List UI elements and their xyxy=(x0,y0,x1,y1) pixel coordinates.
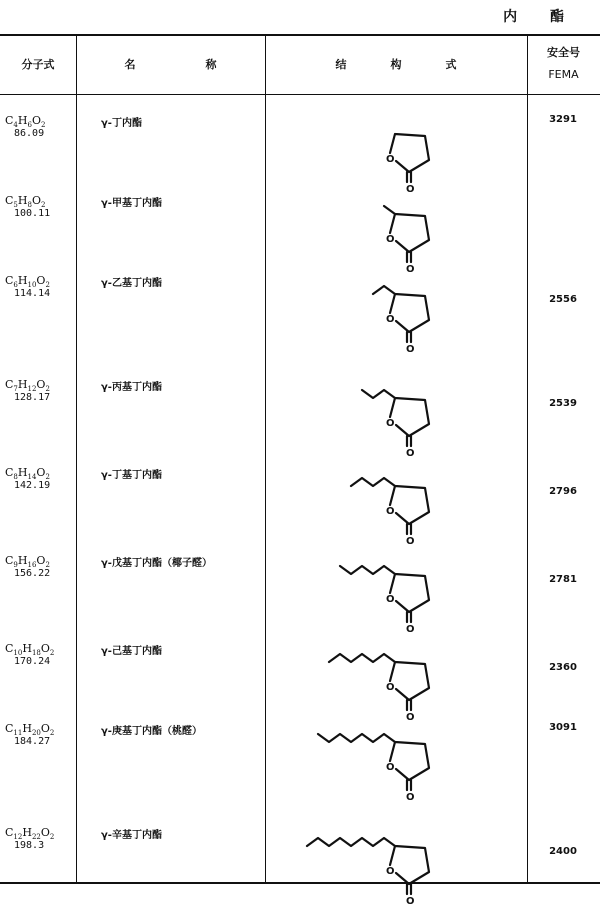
ring-oxygen-label: O xyxy=(386,762,395,773)
fema-number: 3291 xyxy=(549,114,577,125)
formula-subscript: 2 xyxy=(45,561,50,570)
formula-element: H xyxy=(17,274,28,287)
formula-element: C xyxy=(5,642,14,655)
ring-oxygen-label: O xyxy=(386,234,395,245)
formula-subscript: 8 xyxy=(27,201,32,210)
formula-subscript: 2 xyxy=(45,281,50,290)
formula-element: H xyxy=(17,194,28,207)
formula-element: C xyxy=(5,378,14,391)
formula-element: C xyxy=(5,722,14,735)
formula-subscript: 4 xyxy=(13,121,18,130)
formula-element: O xyxy=(40,642,50,655)
formula-subscript: 20 xyxy=(31,729,41,738)
col-header-structure-char: 结 xyxy=(335,58,347,71)
compound-name: γ-辛基丁内酯 xyxy=(101,830,162,841)
formula-subscript: 2 xyxy=(40,121,46,130)
formula-subscript: 16 xyxy=(27,561,37,570)
carbonyl-oxygen-label: O xyxy=(406,344,415,355)
formula-element: C xyxy=(5,554,14,567)
alkyl-chain xyxy=(384,206,395,214)
formula-subscript: 2 xyxy=(49,833,55,842)
carbonyl-bond xyxy=(407,780,411,790)
compound-name: γ-乙基丁内酯 xyxy=(101,278,162,289)
table-row xyxy=(0,194,600,282)
table-row xyxy=(0,274,600,362)
table-row xyxy=(0,378,600,466)
formula-element: O xyxy=(36,466,46,479)
formula-subscript: 2 xyxy=(40,201,46,210)
ring-oxygen-label: O xyxy=(386,506,395,517)
lactone-ring xyxy=(390,742,429,780)
molecular-weight: 170.24 xyxy=(14,656,51,667)
ring-oxygen-label: O xyxy=(386,594,395,605)
formula-subscript: 10 xyxy=(27,281,37,290)
formula-subscript: 14 xyxy=(27,473,37,482)
col-header-name xyxy=(76,34,265,94)
alkyl-chain xyxy=(362,390,395,398)
carbonyl-oxygen-label: O xyxy=(406,448,415,459)
table-row xyxy=(0,466,600,554)
table-row xyxy=(0,114,600,202)
formula-element: C xyxy=(5,114,14,127)
header-rule xyxy=(0,94,600,95)
formula-subscript: 10 xyxy=(13,649,23,658)
formula-element: O xyxy=(36,274,46,287)
alkyl-chain xyxy=(340,566,395,574)
molecular-weight: 86.09 xyxy=(14,128,45,139)
formula-element: H xyxy=(22,722,32,735)
carbonyl-bond xyxy=(407,172,411,182)
fema-number: 2539 xyxy=(549,398,577,409)
carbonyl-bond xyxy=(407,332,411,342)
molecular-weight: 114.14 xyxy=(14,288,51,299)
compound-name: γ-庚基丁内酯（桃醛） xyxy=(101,726,202,737)
col-header-fema xyxy=(527,34,600,94)
formula-element: O xyxy=(31,114,41,127)
formula-subscript: 22 xyxy=(31,833,41,842)
formula-element: C xyxy=(5,274,14,287)
ring-oxygen-label: O xyxy=(386,154,395,165)
compound-name: γ-甲基丁内酯 xyxy=(101,198,162,209)
formula-subscript: 6 xyxy=(27,121,32,130)
compound-name: γ-丁基丁内酯 xyxy=(101,470,162,481)
carbonyl-oxygen-label: O xyxy=(406,896,415,907)
ring-oxygen-label: O xyxy=(386,314,395,325)
alkyl-chain xyxy=(318,734,395,742)
fema-number: 3091 xyxy=(549,722,577,733)
carbonyl-oxygen-label: O xyxy=(406,536,415,547)
col-header-fema-code: FEMA xyxy=(548,68,579,81)
formula-element: H xyxy=(17,554,28,567)
formula-element: H xyxy=(17,466,28,479)
col-header-name-char: 称 xyxy=(205,58,217,71)
carbonyl-oxygen-label: O xyxy=(406,264,415,275)
molecular-weight: 156.22 xyxy=(14,568,51,579)
alkyl-chain xyxy=(329,654,395,662)
lactone-ring xyxy=(390,134,429,172)
fema-number: 2796 xyxy=(549,486,577,497)
table-row xyxy=(0,642,600,730)
table-row xyxy=(0,722,600,810)
formula-subscript: 2 xyxy=(49,649,55,658)
formula-element: O xyxy=(31,194,41,207)
formula-subscript: 7 xyxy=(13,385,18,394)
formula-subscript: 12 xyxy=(27,385,37,394)
molecular-weight: 128.17 xyxy=(14,392,51,403)
compound-name: γ-丁内酯 xyxy=(101,118,142,129)
ring-oxygen-label: O xyxy=(386,682,395,693)
lactone-ring xyxy=(390,398,429,436)
page-header: 内 酯 xyxy=(503,9,578,25)
compound-name: γ-丙基丁内酯 xyxy=(101,382,162,393)
compound-name: γ-己基丁内酯 xyxy=(101,646,162,657)
formula-subscript: 9 xyxy=(13,561,18,570)
formula-element: H xyxy=(17,378,28,391)
lactone-ring xyxy=(390,662,429,700)
lactone-ring xyxy=(390,846,429,884)
col-header-name-char: 名 xyxy=(124,58,136,71)
alkyl-chain xyxy=(351,478,395,486)
carbonyl-bond xyxy=(407,612,411,622)
lactone-table xyxy=(0,34,600,907)
formula-element: C xyxy=(5,194,14,207)
carbonyl-oxygen-label: O xyxy=(406,624,415,635)
formula-subscript: 18 xyxy=(31,649,41,658)
formula-element: O xyxy=(36,378,46,391)
col-header-fema-label: 安全号 xyxy=(547,46,580,59)
carbonyl-bond xyxy=(407,252,411,262)
formula-element: O xyxy=(40,722,50,735)
formula-subscript: 2 xyxy=(45,385,50,394)
table-row xyxy=(0,554,600,642)
lactone-ring xyxy=(390,294,429,332)
carbonyl-oxygen-label: O xyxy=(406,184,415,195)
lactone-ring xyxy=(390,214,429,252)
carbonyl-bond xyxy=(407,700,411,710)
lactone-ring xyxy=(390,574,429,612)
col-header-formula-label: 分子式 xyxy=(21,58,55,71)
fema-number: 2556 xyxy=(549,294,577,305)
formula-element: H xyxy=(17,114,28,127)
col-header-formula xyxy=(0,34,76,94)
ring-oxygen-label: O xyxy=(386,866,395,877)
carbonyl-bond xyxy=(407,884,411,894)
formula-element: O xyxy=(36,554,46,567)
alkyl-chain xyxy=(307,838,395,846)
carbonyl-bond xyxy=(407,524,411,534)
carbonyl-bond xyxy=(407,436,411,446)
col-header-structure-char: 式 xyxy=(445,58,457,71)
formula-element: H xyxy=(22,826,32,839)
formula-subscript: 8 xyxy=(13,473,18,482)
fema-number: 2781 xyxy=(549,574,577,585)
formula-element: C xyxy=(5,826,14,839)
col-header-structure-char: 构 xyxy=(390,58,402,71)
molecular-weight: 198.3 xyxy=(14,840,45,851)
carbonyl-oxygen-label: O xyxy=(406,792,415,803)
compound-name: γ-戊基丁内酯（椰子醛） xyxy=(101,558,212,569)
formula-element: O xyxy=(40,826,50,839)
molecular-weight: 100.11 xyxy=(14,208,51,219)
col-header-structure xyxy=(265,34,527,94)
formula-subscript: 11 xyxy=(13,729,23,738)
lactone-ring xyxy=(390,486,429,524)
formula-subscript: 2 xyxy=(45,473,50,482)
table-row xyxy=(0,826,600,914)
ring-oxygen-label: O xyxy=(386,418,395,429)
formula-element: C xyxy=(5,466,14,479)
formula-subscript: 5 xyxy=(13,201,18,210)
formula-element: H xyxy=(22,642,32,655)
formula-subscript: 12 xyxy=(13,833,23,842)
molecular-weight: 142.19 xyxy=(14,480,51,491)
alkyl-chain xyxy=(373,286,395,294)
molecular-weight: 184.27 xyxy=(14,736,51,747)
formula-subscript: 2 xyxy=(49,729,55,738)
fema-number: 2360 xyxy=(549,662,577,673)
formula-subscript: 6 xyxy=(13,281,18,290)
carbonyl-oxygen-label: O xyxy=(406,712,415,723)
fema-number: 2400 xyxy=(549,846,577,857)
